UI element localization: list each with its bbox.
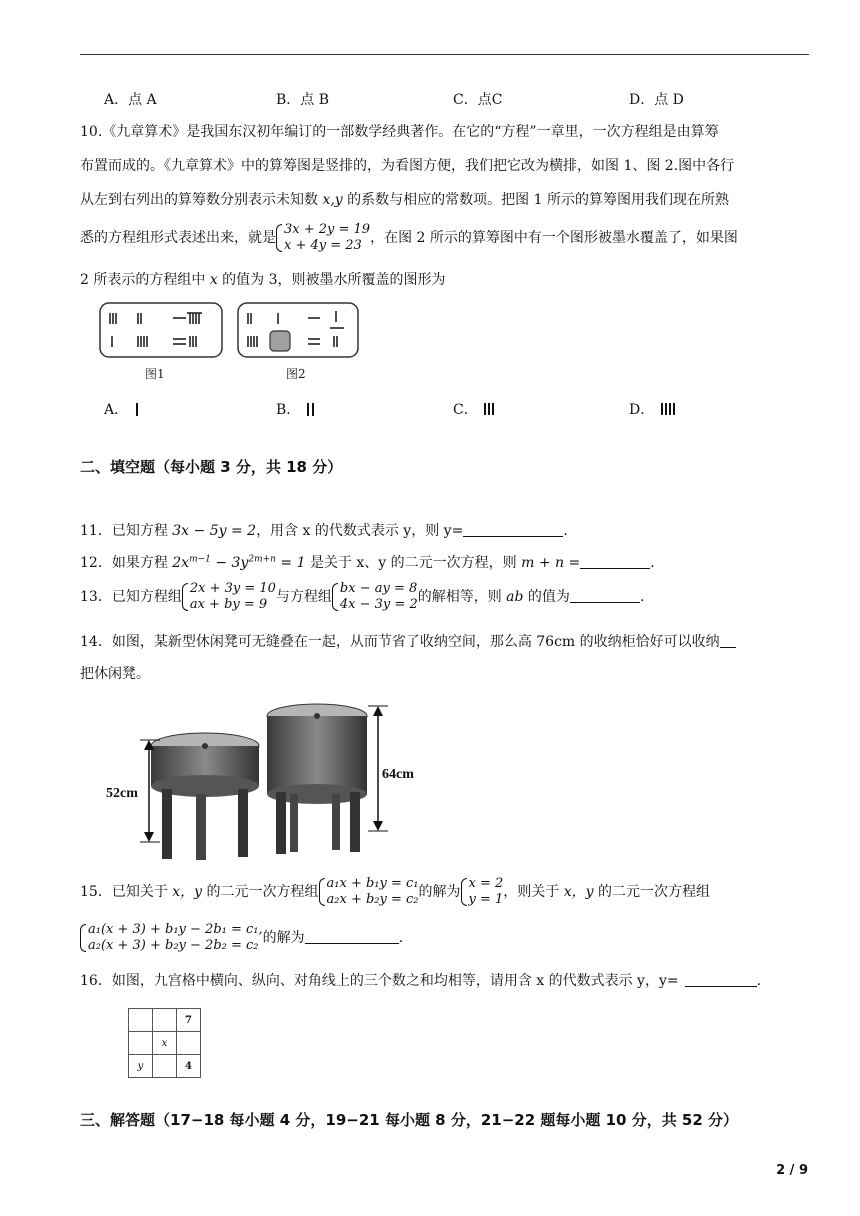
grid-cell: y — [129, 1055, 153, 1078]
q10-equation-system: 3x + 2y = 19 x + 4y = 23 — [276, 222, 370, 254]
q10-option-c: C． — [453, 400, 498, 421]
q12-answer-blank — [580, 554, 650, 569]
q12: 12．如果方程 $2x^{m-1} - 3y^{2m+n} = 1$ 是关于 x、y 的二元一次方程，则 m + n = . — [80, 554, 655, 571]
q11-answer-blank — [463, 522, 563, 537]
grid-cell: 7 — [177, 1009, 201, 1032]
q13: 13．已知方程组2x + 3y = 10 ax + by = 9 与方程组bx − ay = 8 4x − 3y = 2的解相等，则 ab 的值为 . — [80, 581, 645, 612]
section-2-heading: 二、填空题（每小题 3 分，共 18 分） — [80, 458, 343, 476]
grid-cell — [129, 1032, 153, 1055]
grid-cell — [153, 1055, 177, 1078]
q10-line-5: 2 所表示的方程组中 x 的值为 3，则被墨水所覆盖的图形为 — [80, 272, 446, 288]
one-rod-icon — [133, 401, 145, 417]
grid-cell: 4 — [177, 1055, 201, 1078]
q10-line-4: 悉的方程组形式表述出来，就是3x + 2y = 19 x + 4y = 23 ，在图 2 所示的算筹图中有一个图形被墨水覆盖了，如果图 — [80, 222, 738, 253]
q14-line-2: 把休闲凳。 — [80, 666, 150, 682]
q16: 16．如图，九宫格中横向、纵向、对角线上的三个数之和均相等，请用含 x 的代数式表示 y，y= . — [80, 973, 762, 989]
figure-1-caption: 图1 — [145, 367, 165, 381]
four-rods-icon — [659, 401, 679, 417]
q11: 11．已知方程 3x − 5y = 2，用含 x 的代数式表示 y，则 y= . — [80, 523, 568, 539]
q9-option-d: D．点 D — [629, 92, 684, 108]
q10-line-1: 10.《九章算术》是我国东汉初年编订的一部数学经典著作。在它的“方程”一章里，一次方程组是由算筹 — [80, 124, 719, 140]
nine-grid — [128, 1008, 201, 1078]
q10-option-b: B． — [276, 400, 319, 421]
label-52cm: 52cm — [106, 786, 138, 801]
two-rods-icon — [305, 401, 319, 417]
q10-option-a: A． — [104, 400, 145, 421]
grid-cell — [153, 1009, 177, 1032]
header-rule — [80, 54, 809, 55]
q15-line-2: a₁(x + 3) + b₁y − 2b₁ = c₁, a₂(x + 3) + b₂y − 2b₂ = c₂ 的解为 . — [80, 922, 403, 954]
q15-line-1: 15．已知关于 x，y 的二元一次方程组a₁x + b₁y = c₁ a₂x + b₂y = c₂的解为x = 2 y = 1，则关于 x，y 的二元一次方程组 — [80, 876, 711, 907]
grid-cell — [129, 1009, 153, 1032]
q9-option-a: A．点 A — [104, 92, 157, 108]
stools-illustration — [100, 694, 420, 866]
page-number: 2 / 9 — [776, 1163, 808, 1178]
q15-answer-blank — [305, 929, 399, 944]
q10-line-3: 从左到右列出的算筹数分别表示未知数 x,y 的系数与相应的常数项。把图 1 所示的算筹图用我们现在所熟 — [80, 192, 729, 208]
grid-cell — [177, 1032, 201, 1055]
q9-option-c: C．点C — [453, 92, 503, 108]
counting-rod-figures — [98, 300, 360, 362]
q10-option-d: D． — [629, 400, 679, 421]
q14-line-1: 14．如图，某新型休闲凳可无缝叠在一起，从而节省了收纳空间，那么高 76cm 的收纳柜恰好可以收纳 — [80, 632, 736, 653]
ink-covered-cell — [270, 331, 290, 351]
figure-2-caption: 图2 — [286, 367, 306, 381]
q9-option-b: B．点 B — [276, 92, 330, 108]
three-rods-icon — [482, 401, 498, 417]
q13-answer-blank — [570, 588, 640, 603]
grid-cell: x — [153, 1032, 177, 1055]
section-3-heading: 三、解答题（17−18 每小题 4 分，19−21 每小题 8 分，21−22 题每小题 10 分，共 52 分） — [80, 1111, 739, 1129]
q14-answer-blank — [720, 633, 736, 648]
q16-answer-blank — [685, 972, 757, 987]
label-64cm: 64cm — [382, 767, 414, 782]
q10-line-2: 布置而成的。《九章算术》中的算筹图是竖排的，为看图方便，我们把它改为横排，如图 1、图 2.图中各行 — [80, 158, 735, 174]
